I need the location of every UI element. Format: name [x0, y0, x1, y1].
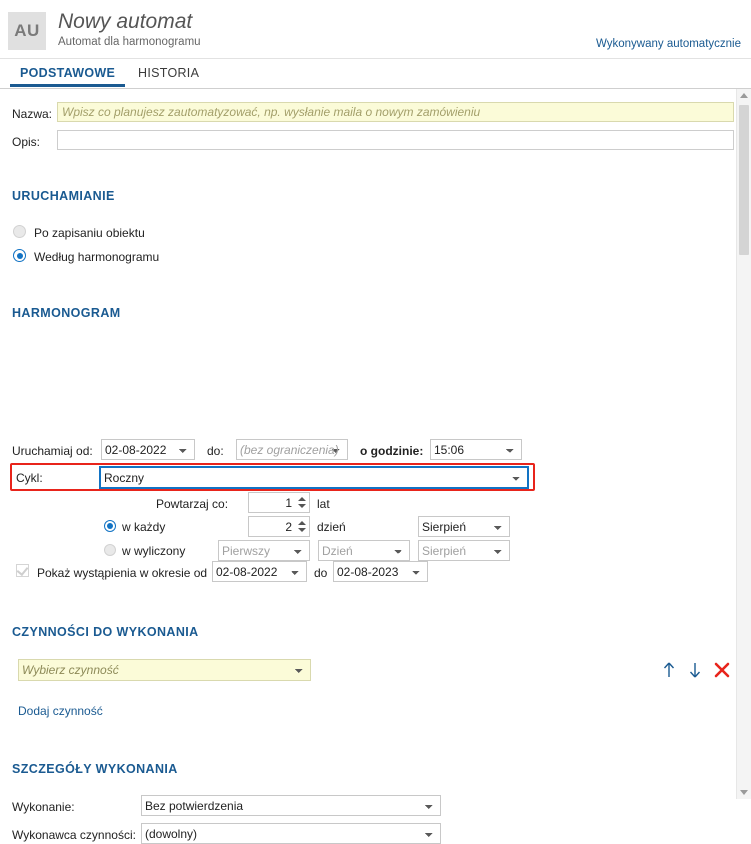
move-up-icon[interactable]	[662, 661, 678, 679]
form-content	[0, 89, 751, 842]
show-occurrences-label: Pokaż wystąpienia w okresie od	[37, 566, 208, 580]
title-block	[58, 9, 201, 48]
page-title: Nowy automat	[58, 10, 193, 33]
vertical-scrollbar[interactable]	[736, 89, 751, 799]
repeat-unit-label: lat	[317, 497, 330, 511]
start-date-label: Uruchamiaj od:	[12, 444, 93, 458]
every-unit-label: dzień	[317, 520, 346, 534]
cycle-select[interactable]	[99, 466, 529, 489]
radio-wedlug-harmonogramu[interactable]	[13, 249, 26, 262]
radio-w-kazdy[interactable]	[104, 520, 116, 532]
repeat-input[interactable]	[249, 493, 295, 512]
czynnosc-select[interactable]	[18, 659, 311, 681]
performer-select[interactable]	[141, 823, 441, 844]
time-select[interactable]	[430, 439, 522, 460]
header-status-note: Wykonywany automatycznie	[596, 38, 741, 50]
scroll-down-icon[interactable]	[740, 790, 748, 795]
name-label: Nazwa:	[12, 107, 53, 121]
cycle-label: Cykl:	[16, 471, 43, 485]
every-input[interactable]	[249, 517, 295, 536]
delete-x-icon[interactable]	[713, 661, 729, 679]
radio-po-zapisaniu[interactable]	[13, 225, 26, 238]
section-szczegoly-title: SZCZEGÓŁY WYKONANIA	[12, 762, 178, 776]
every-stepper[interactable]	[248, 516, 310, 537]
stepper-down-icon[interactable]	[298, 528, 306, 532]
repeat-stepper[interactable]	[248, 492, 310, 513]
show-from-select[interactable]	[212, 561, 307, 582]
time-label: o godzinie:	[360, 444, 424, 458]
radio-w-wyliczony[interactable]	[104, 544, 116, 556]
add-czynnosc-link[interactable]: Dodaj czynność	[18, 704, 103, 718]
stepper-up-icon[interactable]	[298, 521, 306, 525]
scrollbar-thumb[interactable]	[739, 105, 749, 255]
check-icon	[17, 564, 29, 576]
end-date-label: do:	[207, 444, 224, 458]
start-date-select[interactable]	[101, 439, 195, 460]
name-input[interactable]	[57, 102, 734, 122]
description-input[interactable]	[57, 130, 734, 150]
execution-select[interactable]	[141, 795, 441, 816]
show-to-select[interactable]	[333, 561, 428, 582]
section-harmonogram-title: HARMONOGRAM	[12, 306, 121, 320]
stepper-up-icon[interactable]	[298, 497, 306, 501]
show-to-label: do	[314, 566, 328, 580]
every-stepper-buttons[interactable]	[295, 517, 309, 536]
radio-wedlug-harmonogramu-label: Według harmonogramu	[34, 250, 160, 264]
computed-day-select[interactable]	[318, 540, 410, 561]
radio-w-wyliczony-label: w wyliczony	[122, 544, 186, 558]
execution-label: Wykonanie:	[12, 800, 75, 814]
computed-month-select[interactable]	[418, 540, 510, 561]
end-date-select[interactable]	[236, 439, 348, 460]
section-czynnosci-title: CZYNNOŚCI DO WYKONANIA	[12, 625, 199, 639]
scroll-up-icon[interactable]	[740, 93, 748, 98]
tab-historia[interactable]: HISTORIA	[138, 66, 200, 80]
section-uruchamianie-title: URUCHAMIANIE	[12, 189, 115, 203]
performer-label: Wykonawca czynności:	[12, 828, 136, 842]
page-subtitle: Automat dla harmonogramu	[58, 36, 201, 48]
repeat-label: Powtarzaj co:	[156, 497, 229, 511]
avatar: AU	[8, 12, 46, 50]
show-occurrences-checkbox[interactable]	[16, 564, 29, 577]
computed-ordinal-select[interactable]	[218, 540, 310, 561]
description-label: Opis:	[12, 135, 41, 149]
tab-bar	[0, 59, 751, 89]
move-down-icon[interactable]	[688, 661, 704, 679]
tab-podstawowe[interactable]: PODSTAWOWE	[10, 59, 125, 87]
repeat-stepper-buttons[interactable]	[295, 493, 309, 512]
page-header	[0, 0, 751, 59]
stepper-down-icon[interactable]	[298, 504, 306, 508]
every-month-select[interactable]	[418, 516, 510, 537]
radio-po-zapisaniu-label: Po zapisaniu obiektu	[34, 226, 145, 240]
radio-w-kazdy-label: w każdy	[122, 520, 166, 534]
